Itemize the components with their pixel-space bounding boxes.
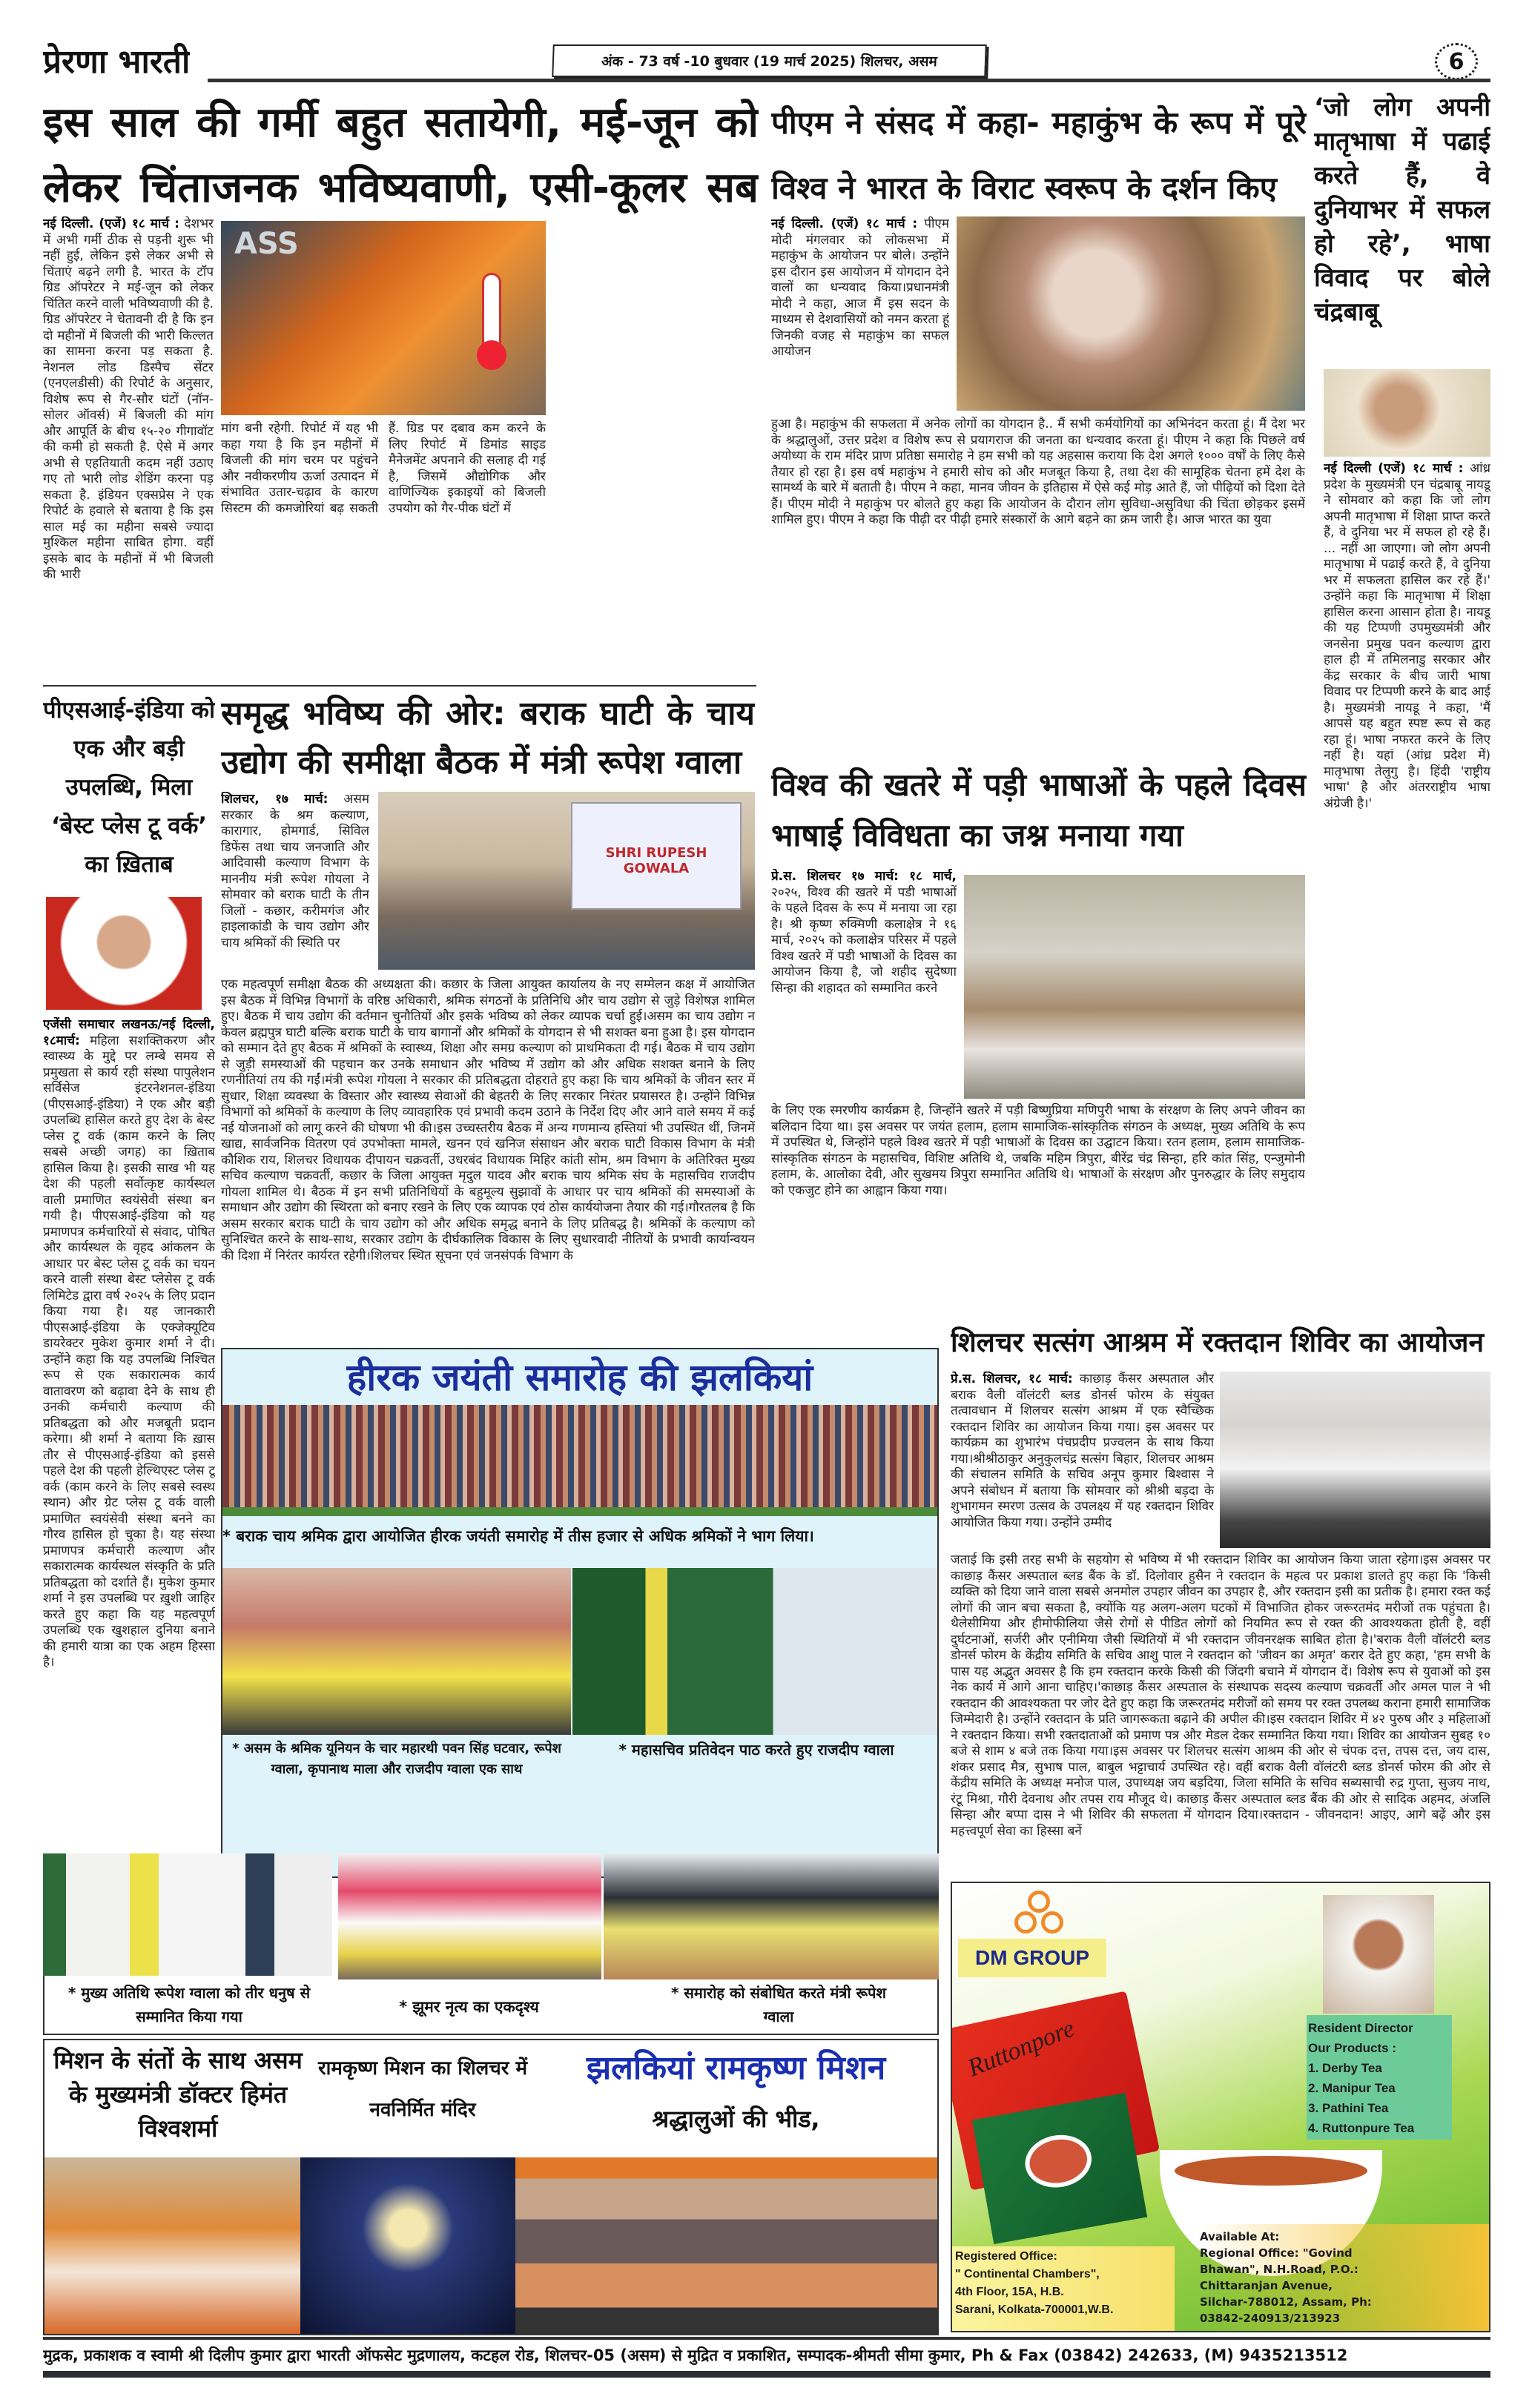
tea-col1: शिलचर, १७ मार्च: असम सरकार के श्रम कल्याण, कारागार, होमगार्ड, सिविल डिफेंस तथा चाय जनजाति और आदिवासी कल्याण विभाग के माननीय मंत्री रूपेश गोयला ने सोमवार को बराक घाटी के तीन जिलों - कछार, करीमगंज और हाइलाकांडी के चाय उद्योग और चाय श्रमिकों की स्थिति पर <box>221 792 369 950</box>
brand-box: DM GROUP <box>958 1939 1106 1977</box>
pm-photo <box>957 216 1305 411</box>
minister-speech-photo <box>604 1853 939 1979</box>
heat-col4 <box>553 221 755 684</box>
tea-box <box>972 2093 1147 2244</box>
psi-photo <box>46 897 202 1010</box>
blood-body: जताई कि इसी तरह सभी के सहयोग से भविष्य में भी रक्तदान शिविर का आयोजन किया जाता रहेगा।इस अवसर पर काछाड़ कैंसर अस्पताल ब्लड बैंक के डॉ. दिलोवार हुसैन ने रक्तदान के महत्व पर प्रकाश डालते हुए कहा कि 'किसी व्यक्ति को दिया जाने वाला सबसे अनमोल उपहार जीवन का उपहार है, और रक्तदान इसी का प्रतीक है। हमारा रक्त कई लोगों की जान बचा सकता है, क्योंकि यह अलग-अलग घटकों में विभाजित होकर जरूरतमंद मरीजों तक पहुंचता है। थैलेसीमिया और हीमोफीलिया जैसे रोगों से पीडित लोगों को नियमित रूप से रक्त की आवश्यकता होती है, वहीं दुर्घटनाओं, सर्जरी और एनीमिया जैसी स्थितियों में भी रक्तदान जीवनरक्षक साबित होता है।'बराक वैली वॉलंटरी ब्लड डोनर्स फोरम के केंद्रीय समिति के सचिव आशु पाल ने रक्तदान को 'जीवन का अमृत' करार देते हुए कहा, 'हम सभी के पास यह अद्भुत अवसर है कि हम रक्तदान करके किसी की जिंदगी बचाने में योगदान दें। विशेष रूप से युवाओं को इस नेक कार्य में आगे आना चाहिए।'काछाड़ कैंसर अस्पताल के संस्थापक सदस्य कल्याण चक्रवर्ती और अमल पाल ने भी रक्तदान की आवश्यकता पर जोर देते हुए कहा कि जरूरतमंद मरीजों को समय पर रक्त उपलब्ध कराना हमारी सामाजिक जिम्मेदारी है। उन्होंने रक्तदान के प्रति जागरूकता बढ़ाने की अपील की।इस रक्तदान शिविर में ४२ पुरुष और ३ महिलाओं ने रक्तदान किया। सभी रक्तदाताओं को प्रमाण पत्र और मेडल देकर सम्मानित किया गया। शिविर का आयोजन सुबह १० बजे से शाम ४ बजे तक किया गया।इस अवसर पर शिलचर सत्संग आश्रम की ओर से चंपक दत्त, तपस दत्त, जय दास, शंकर प्रसाद मैत्र, सुभाष पाल, बाबुल भट्टाचार्य उपस्थित रहे। वहीं बराक वैली वॉलंटरी ब्लड डोनर्स फोरम की ओर से केंद्रीय समिति के अध्यक्ष मनोज पाल, उपाध्यक्ष जय बड़दिया, जिला समिति के सचिव सब्यसाची रुद्र गुप्ता, सुजय नाथ, रंटू मिश्रा, गौरी देवनाथ और तपस राय मौजूद थे। काछाड़ कैंसर अस्पताल ब्लड बैंक की ओर से सादिक अहमद, अंजलि सिन्हा और बप्पा दास ने भी शिविर की सफलता में योगदान दिया।रक्तदान - जीवनदान! आइए, आगे बढ़ें और इस महत्त्वपूर्ण सेवा का हिस्सा बनें <box>951 1552 1490 1839</box>
masthead-rule <box>208 79 1490 82</box>
hirak-leaders-photo <box>222 1568 571 1735</box>
pm-col1: नई दिल्ली. (एजें) १८ मार्च : पीएम मोदी मंगलवार को लोकसभा में महाकुंभ के आयोजन पर बोले। उन्होंने इस दौरान इस आयोजन में योगदान देने वालों का धन्यवाद किया।प्रधानमंत्री मोदी ने कहा, आज मैं इस सदन के माध्यम से देशवासियों को नमन करता हूं जिनकी वजह से महाकुंभ का सफल आयोजन <box>771 216 949 359</box>
hirak-title: हीरक जयंती समारोह की झलकियां <box>346 1356 813 1399</box>
psi-body: एजेंसी समाचार लखनऊ/नई दिल्ली, १८मार्च: महिला सशक्तिकरण और स्वास्थ्य के मुद्दे पर लम्बे समय से प्रमुखता से कार्य रही संस्था पापुलेशन सर्विसेज इंटरनेशनल-इंडिया (पीएसआई-इंडिया) ने एक और बड़ी उपलब्धि हासिल करते हुए देश के बेस्ट प्लेस टू वर्क (काम करने के लिए सबसे अच्छी जगह) का ख़िताब हासिल किया है। इसकी साख भी यह देश की पहली सर्वोत्कृष्ट कार्यस्थल वाली प्रमाणित स्वयंसेवी संस्था बन गयी है। पीएसआई-इंडिया को यह प्रमाणपत्र कर्मचारियों से संवाद, पोषित और कार्यस्थल के वृहद आंकलन के आधार पर बेस्ट प्लेस टू वर्क का चयन करने वाली संस्था बेस्ट प्लेसेस टू वर्क लिमिटेड द्वारा वर्ष २०२५ के लिए प्रदान किया गया है। यह जानकारी पीएसआई-इंडिया के एक्जेक्यूटिव डायरेक्टर मुकेश कुमार शर्मा ने दी। उन्होंने कहा कि यह उपलब्धि निश्चित रूप से एक सकारात्मक कार्य वातावरण को बढ़ावा देने के साथ ही उनकी कर्मचारी कल्याण की प्रतिबद्धता को और मजबूती प्रदान करेगा। श्री शर्मा ने बताया कि ख़ास तौर से पीएसआई-इंडिया को इससे पहले देश की पहली हेल्थिएस्ट प्लेस टू वर्क (काम करने के लिए सबसे स्वस्थ स्थान) और ग्रेट प्लेस टू वर्क वाली प्रमाणित स्वयंसेवी संस्था बनने का गौरव हासिल हो चुका है। यह संस्था प्रमाणपत्र कर्मचारी कल्याण और सकारात्मक कार्यस्थल संस्कृति के प्रति प्रतिबद्धता को दर्शाते हैं। मुकेश कुमार शर्मा ने इस उपलब्धि पर ख़ुशी जाहिर करते हुए कहा कि यह महत्वपूर्ण उपलब्धि एक खुशहाल दुनिया बनाने की हमारी यात्रा का एक अहम हिस्सा है। <box>43 1017 215 1670</box>
footer-imprint: मुद्रक, प्रकाशक व स्वामी श्री दिलीप कुमार द्वारा भारती ऑफसेट मुद्रणालय, कटहल रोड, शिलचर-05 (असम) से मुद्रित व प्रकाशित, सम्पादक-श्रीमती सीमा कुमार, Ph & Fax (03842) 242633, (M) 9435213512 <box>43 2346 1348 2364</box>
page-number: 6 <box>1448 48 1465 75</box>
languages-photo <box>964 875 1305 1099</box>
issue-line: अंक - 73 वर्ष -10 बुधवार (19 मार्च 2025) शिलचर, असम <box>601 53 938 70</box>
heat-headline: इस साल की गर्मी बहुत सतायेगी, मई-जून को लेकर चिंताजनक भविष्यवाणी, एसी-कूलर सब <box>43 99 759 212</box>
rk-cm-photo <box>44 2157 300 2334</box>
blood-col1: प्रे.स. शिलचर, १८ मार्च: काछाड़ कैंसर अस्पताल और बराक वैली वॉलंटरी ब्लड डोनर्स फोरम के संयुक्त तत्वावधान में शिलचर सत्संग आश्रम में एक स्वैच्छिक रक्तदान शिविर का आयोजन किया गया। इस अवसर पर कार्यक्रम का शुभारंभ पंचप्रदीप प्रज्वलन के साथ किया गया।श्रीश्रीठाकुर अनुकुलचंद्र सत्संग बिहार, शिलचर आश्रम की संचालन समिति के सचिव अनूप कुमार बिश्वास ने अपने संबोधन में बताया कि सोमवार को श्रीश्री बड़दा के शुभागमन स्मरण उत्सव के उपलक्ष्य में यह रक्तदान शिविर आयोजित किया गया। उन्होंने उम्मीद <box>951 1372 1214 1530</box>
page-number-badge <box>1435 43 1478 80</box>
product-item: 1. Derby Tea <box>1308 2061 1382 2075</box>
languages-headline: विश्व की खतरे में पड़ी भाषाओं के पहले दिवस भाषाई विविधता का जश्न मनाया गया <box>771 767 1307 853</box>
products-title: Our Products : <box>1308 2041 1397 2055</box>
rk-headline-1: मिशन के संतों के साथ असम के मुख्यमंत्री डॉक्टर हिमंत विश्वशर्मा <box>53 2046 303 2143</box>
director-photo <box>1323 1895 1434 2014</box>
tea-meeting-photo: SHRI RUPESH GOWALA <box>378 792 755 970</box>
languages-body: के लिए एक स्मरणीय कार्यक्रम है, जिन्होंने खतरे में पड़ी बिष्णुप्रिया मणिपुरी भाषा के संरक्षण के लिए अपने जीवन का बलिदान दिया था। इस अवसर पर जयंत हलाम, हलाम सामाजिक-सांस्कृतिक संगठन के अध्यक्ष, मुख्य अतिथि के रूप में उपस्थित थे, जिन्होंने पहले विश्व खतरे में पड़ी भाषाओं के दिवस का उद्घाटन किया। रतन हलाम, हलाम सामाजिक-सांस्कृतिक संगठन के महासचिव, विशिष्ट अतिथि थे, जबकि महिम त्रिपुरा, बीरेंद्र चंद्र सिन्हा, हरि कांत सिंह, एन्जुमोनी हलाम, के. आलोका देवी, और सुखमय त्रिपुरा सम्मानित अतिथि थे। भाषाओं के संरक्षण और पुनरुद्धार के लिए समुदाय को एकजुट होने का आह्वान किया गया। <box>771 1103 1305 1198</box>
hirak-crowd-photo <box>222 1405 937 1516</box>
rk-crowd-photo <box>515 2157 937 2334</box>
newspaper-title: प्रेरणा भारती <box>43 43 191 81</box>
caption-jhumur: * झूमर नृत्य का एकदृश्य <box>399 1998 539 2016</box>
pm-headline: पीएम ने संसद में कहा- महाकुंभ के रूप में पूरे विश्व ने भारत के विराट स्वरूप के दर्शन किए <box>771 105 1307 206</box>
available-at: Available At: Regional Office: "Govind Bhawan", N.H.Road, P.O.: Chittaranjan Avenue, Silchar-788012, Assam, Ph: 03842-240913/213923 <box>1197 2224 1490 2332</box>
hirak-speech-photo <box>572 1568 937 1735</box>
blood-camp-photo <box>1220 1372 1490 1548</box>
languages-col1: प्रे.स. शिलचर १७ मार्च: १८ मार्च, २०२५, विश्व की खतरे में पडी भाषाओं के पहले दिवस के रूप में मनाया जा रहा है। श्री कृष्ण रुक्मिणी कलाक्षेत्र ने १६ मार्च, २०२५ को कलाक्षेत्र परिसर में पहले विश्व खतरे में पडी भाषाओं के दिवस का आयोजन किया है, जो शहीद सुदेष्णा सिन्हा की शहादत को सम्मानित करने <box>771 869 957 996</box>
caption-honour: * मुख्य अतिथि रूपेश ग्वाला को तीर धनुष से सम्मानित किया गया <box>67 1984 311 2025</box>
tea-body: एक महत्वपूर्ण समीक्षा बैठक की अध्यक्षता की। कछार के जिला आयुक्त कार्यालय के नए सम्मेलन कक्ष में आयोजित इस बैठक में विभिन्न विभागों के वरिष्ठ अधिकारी, श्रमिक संगठनों के प्रतिनिधि और चाय उद्योग से जुड़े विशेषज्ञ शामिल हुए। बैठक में चाय उद्योग की वर्तमान चुनौतियों और इसके भविष्य को लेकर व्यापक चर्चा हुई।असम का चाय उद्योग न केवल ब्रह्मपुत्र घाटी बल्कि बराक घाटी के चाय बागानों और श्रमिकों के योगदान से भी सशक्त बना हुआ है। इस योगदान को सम्मान देते हुए बैठक में श्रमिकों के स्वास्थ्य, शिक्षा और समग्र कल्याण को प्राथमिकता दी गई। बैठक में चाय उद्योग से जुड़ी समस्याओं की पहचान कर उनके समाधान और भविष्य में उद्योग को और अधिक सशक्त बनाने के लिए रणनीतियां तय की गईं।मंत्री रूपेश गोयला ने सरकार की प्रतिबद्धता दोहराते हुए कहा कि चाय श्रमिकों के जीवन स्तर में सुधार, शिक्षा व्यवस्था के विस्तार और स्वास्थ्य सेवाओं की बेहतरी के लिए सरकार निरंतर प्रयासरत है। उन्होंने विभिन्न विभागों को श्रमिकों के कल्याण के लिए व्यावहारिक एवं प्रभावी कदम उठाने के निर्देश दिए और आने वाले समय में कई नई योजनाओं को लागू करने की घोषणा भी की।इस उच्चस्तरीय बैठक में अन्य गणमान्य हस्तियां भी उपस्थित थीं, जिनमें खाद्य, सार्वजनिक वितरण एवं उपभोक्ता मामले, खनन एवं खनिज संसाधन और बराक घाटी विकास विभाग के मंत्री कौशिक राय, शिलचर विधायक दीपायन चक्रवर्ती, उधरबंद विधायक मिहिर कांती सोम, श्रम विभाग के अतिरिक्त मुख्य सचिव कल्याण चक्रवर्ती, कछार के जिला आयुक्त मृदुल यादव और बराक चाय श्रमिक संघ के महासचिव राजदीप गोयला शामिल थे। बैठक में इन सभी प्रतिनिधियों के बहुमूल्य सुझावों के आधार पर चाय श्रमिकों की समस्याओं के समाधान और उद्योग की स्थिरता को बनाए रखने के लिए एक व्यापक एवं ठोस कार्ययोजना तैयार की गई।गौरतलब है कि असम सरकार बराक घाटी के चाय उद्योग को और अधिक समृद्ध बनाने के लिए प्रतिबद्ध है। श्रमिकों के कल्याण को सुनिश्चित करने के साथ-साथ, सरकार उद्योग के दीर्घकालिक विकास के लिए सुधारवादी नीतियों के प्रभावी कार्यान्वयन की दिशा में निरंतर कार्यरत रहेगी।शिलचर स्थित सूचना एवं जनसंपर्क विभाग के <box>221 977 755 1263</box>
rk-temple-photo <box>300 2157 515 2334</box>
heat-photo: ASS <box>221 221 546 415</box>
heat-col1: नई दिल्ली. (एजें) १८ मार्च : देशभर में अभी गर्मी ठीक से पड़नी शुरू भी नहीं हुई, लेकिन इसे लेकर अभी से चिंताएं बढ़ने लगी है. भारत के टॉप ग्रिड ऑपरेटर ने मई-जून को लेकर चिंतित करने वाली भविष्यवाणी की है. ग्रिड ऑपरेटर ने चेतावनी दी है कि इन दो महीनों में बिजली की भारी किल्लत का सामना करना पड़ सकता है. नेशनल लोड डिस्पैच सेंटर (एनएलडीसी) की रिपोर्ट के अनुसार, विशेष रूप से गैर-सौर घंटों (नॉन-सोलर ऑवर्स) में बिजली की मांग और आपूर्ति के बीच १५-२० गीगावॉट की कमी हो सकती है. ऐसे में अगर अभी से एहतियाती कदम नहीं उठाए गए तो भारी लोड शेडिंग करना पड़ सकता है. इंडियन एक्सप्रेस ने एक रिपोर्ट के हवाले से बताया है कि इस साल मई का महीना सबसे ज्यादा मुश्किल महीना साबित होगा. वहीं इसके बाद के महीनों में भी बिजली की भारी <box>43 216 214 582</box>
hirak-caption-3: * महासचिव प्रतिवेदन पाठ करते हुए राजदीप ग्वाला <box>618 1741 894 1759</box>
rk-headline-3: झलकियां रामकृष्ण मिशन <box>586 2049 886 2087</box>
heat-col2: मांग बनी रहेगी. रिपोर्ट में यह भी कहा गया है कि इन महीनों में बिजली की मांग चरम पर पहुंचने और नवीकरणीय ऊर्जा उत्पादन में संभावित उतार-चढ़ाव के कारण सिस्टम की कमजोरियां बढ़ सकती हैं. ग्रिड पर दबाव कम करने के लिए रिपोर्ट में डिमांड साइड मैनेजमेंट अपनाने की सलाह दी गई है, जिसमें औद्योगिक और वाणिज्यिक इकाइयों को बिजली उपयोग को गैर-पीक घंटों में <box>221 421 546 516</box>
tea-pack: Ruttonpore <box>951 1991 1160 2190</box>
hirak-caption-1: * बराक चाय श्रमिक द्वारा आयोजित हीरक जयंती समारोह में तीस हजार से अधिक श्रमिकों ने भाग लिया। <box>222 1527 814 1545</box>
naidu-photo <box>1324 369 1490 457</box>
hirak-caption-2: * असम के श्रमिक यूनियन के चार महारथी पवन सिंह घटवार, रूपेश ग्वाला, कृपानाथ माला और राजदीप ग्वाला एक साथ <box>232 1741 561 1777</box>
issue-box <box>552 44 987 77</box>
dm-logo-icon <box>1013 1891 1065 1935</box>
naidu-headline: ‘जो लोग अपनी मातृभाषा में पढाई करते हैं, वे दुनियाभर में सफल हो रहे’, भाषा विवाद पर बोले चंद्रबाबू <box>1314 93 1490 327</box>
jhumur-dance-photo <box>338 1853 601 1979</box>
products-box <box>1307 2015 1452 2140</box>
dm-group-ad <box>951 1882 1490 2332</box>
director-label: Resident Director <box>1308 2021 1413 2035</box>
blood-headline: शिलचर सत्संग आश्रम में रक्तदान शिविर का आयोजन <box>951 1326 1485 1358</box>
product-item: 2. Manipur Tea <box>1308 2081 1396 2095</box>
tea-headline: समृद्ध भविष्य की ओर: बराक घाटी के चाय उद्योग की समीक्षा बैठक में मंत्री रूपेश ग्वाला <box>221 695 755 781</box>
registered-office: Registered Office: " Continental Chambers", 4th Floor, 15A, H.B. Sarani, Kolkata-700001,W.B. <box>952 2246 1175 2332</box>
thermometer-icon <box>482 273 501 362</box>
divider <box>43 685 756 687</box>
naidu-body: नई दिल्ली (एजें) १८ मार्च : आंध्र प्रदेश के मुख्यमंत्री एन चंद्रबाबू नायडू ने सोमवार को कहा कि जो लोग अपनी मातृभाषा में शिक्षा प्राप्त करते हैं, वे दुनिया भर में सफल हो रहे हैं। ... नहीं आ जाएगा। जो लोग अपनी मातृभाषा में पढाई करते हैं, वे दुनिया भर में सफलता हासिल कर रहे हैं।' उन्होंने कहा कि मातृभाषा में शिक्षा हासिल करना आसान होता है। नायडू की यह टिप्पणी उपमुख्यमंत्री और जनसेना प्रमुख पवन कल्याण द्वारा हाल ही में तमिलनाडु सरकार और केंद्र सरकार के बीच जारी भाषा विवाद पर टिप्पणी करने के बाद आई है। मुख्यमंत्री नायडू ने कहा, 'मैं आपसे यह बहुत स्पष्ट रूप से कह रहा हूं। भाषा नफरत करने के लिए नहीं है। यहां (आंध्र प्रदेश में) मातृभाषा तेलुगु है। हिंदी 'राष्ट्रीय भाषा' है और अंतरराष्ट्रीय भाषा अंग्रेजी है।' <box>1324 461 1490 811</box>
caption-speech: * समारोह को संबोधित करते मंत्री रूपेश ग्वाला <box>670 1984 887 2025</box>
footer-bar <box>43 2371 1490 2378</box>
pm-body: हुआ है। महाकुंभ की सफलता में अनेक लोगों का योगदान है.. मैं सभी कर्मयोगियों का अभिनंदन करता हूं। मैं देश भर के श्रद्धालुओं, उत्तर प्रदेश व विशेष रूप से प्रयागराज की जनता का धन्यवाद करता हूं। पीएम ने कहा कि पिछले वर्ष अयोध्या के राम मंदिर प्राण प्रतिष्ठा समारोह ने हम सभी को यह अहसास कराया कि देश अगले १००० वर्षों के लिए कैसे तैयार हो रहा है। इस वर्ष महाकुंभ ने हमारी सोच को और मजबूत किया है, तथा देश की सामूहिक चेतना हमें देश के सामर्थ्य के बारे में बताती है। पीएम ने कहा, मानव जीवन के इतिहास में ऐसे कई मोड़ आते हैं, जो पीढ़ियों को दिशा देते हैं। पीएम मोदी ने महाकुंभ पर बोलते हुए कहा कि आयोजन के दौरान लोग सुविधा-असुविधा की चिंता छोड़कर इसमें शामिल हुए। पीएम ने कहा कि पीढ़ी दर पीढ़ी हमारे संस्कारों के आगे बढ़ने का क्रम जारी है। आज भारत का युवा <box>771 417 1305 527</box>
footer-rule <box>43 2337 1490 2340</box>
product-item: 4. Ruttonpure Tea <box>1308 2121 1415 2135</box>
rk-headline-4: श्रद्धालुओं की भीड, <box>652 2105 820 2133</box>
honour-photo <box>43 1853 332 1976</box>
rk-headline-2: रामकृष्ण मिशन का शिलचर में नवनिर्मित मंदिर <box>317 2057 528 2121</box>
psi-headline: पीएसआई-इंडिया को एक और बड़ी उपलब्धि, मिला ‘बेस्ट प्लेस टू वर्क’ का ख़िताब <box>43 697 215 878</box>
product-item: 3. Pathini Tea <box>1308 2101 1389 2115</box>
